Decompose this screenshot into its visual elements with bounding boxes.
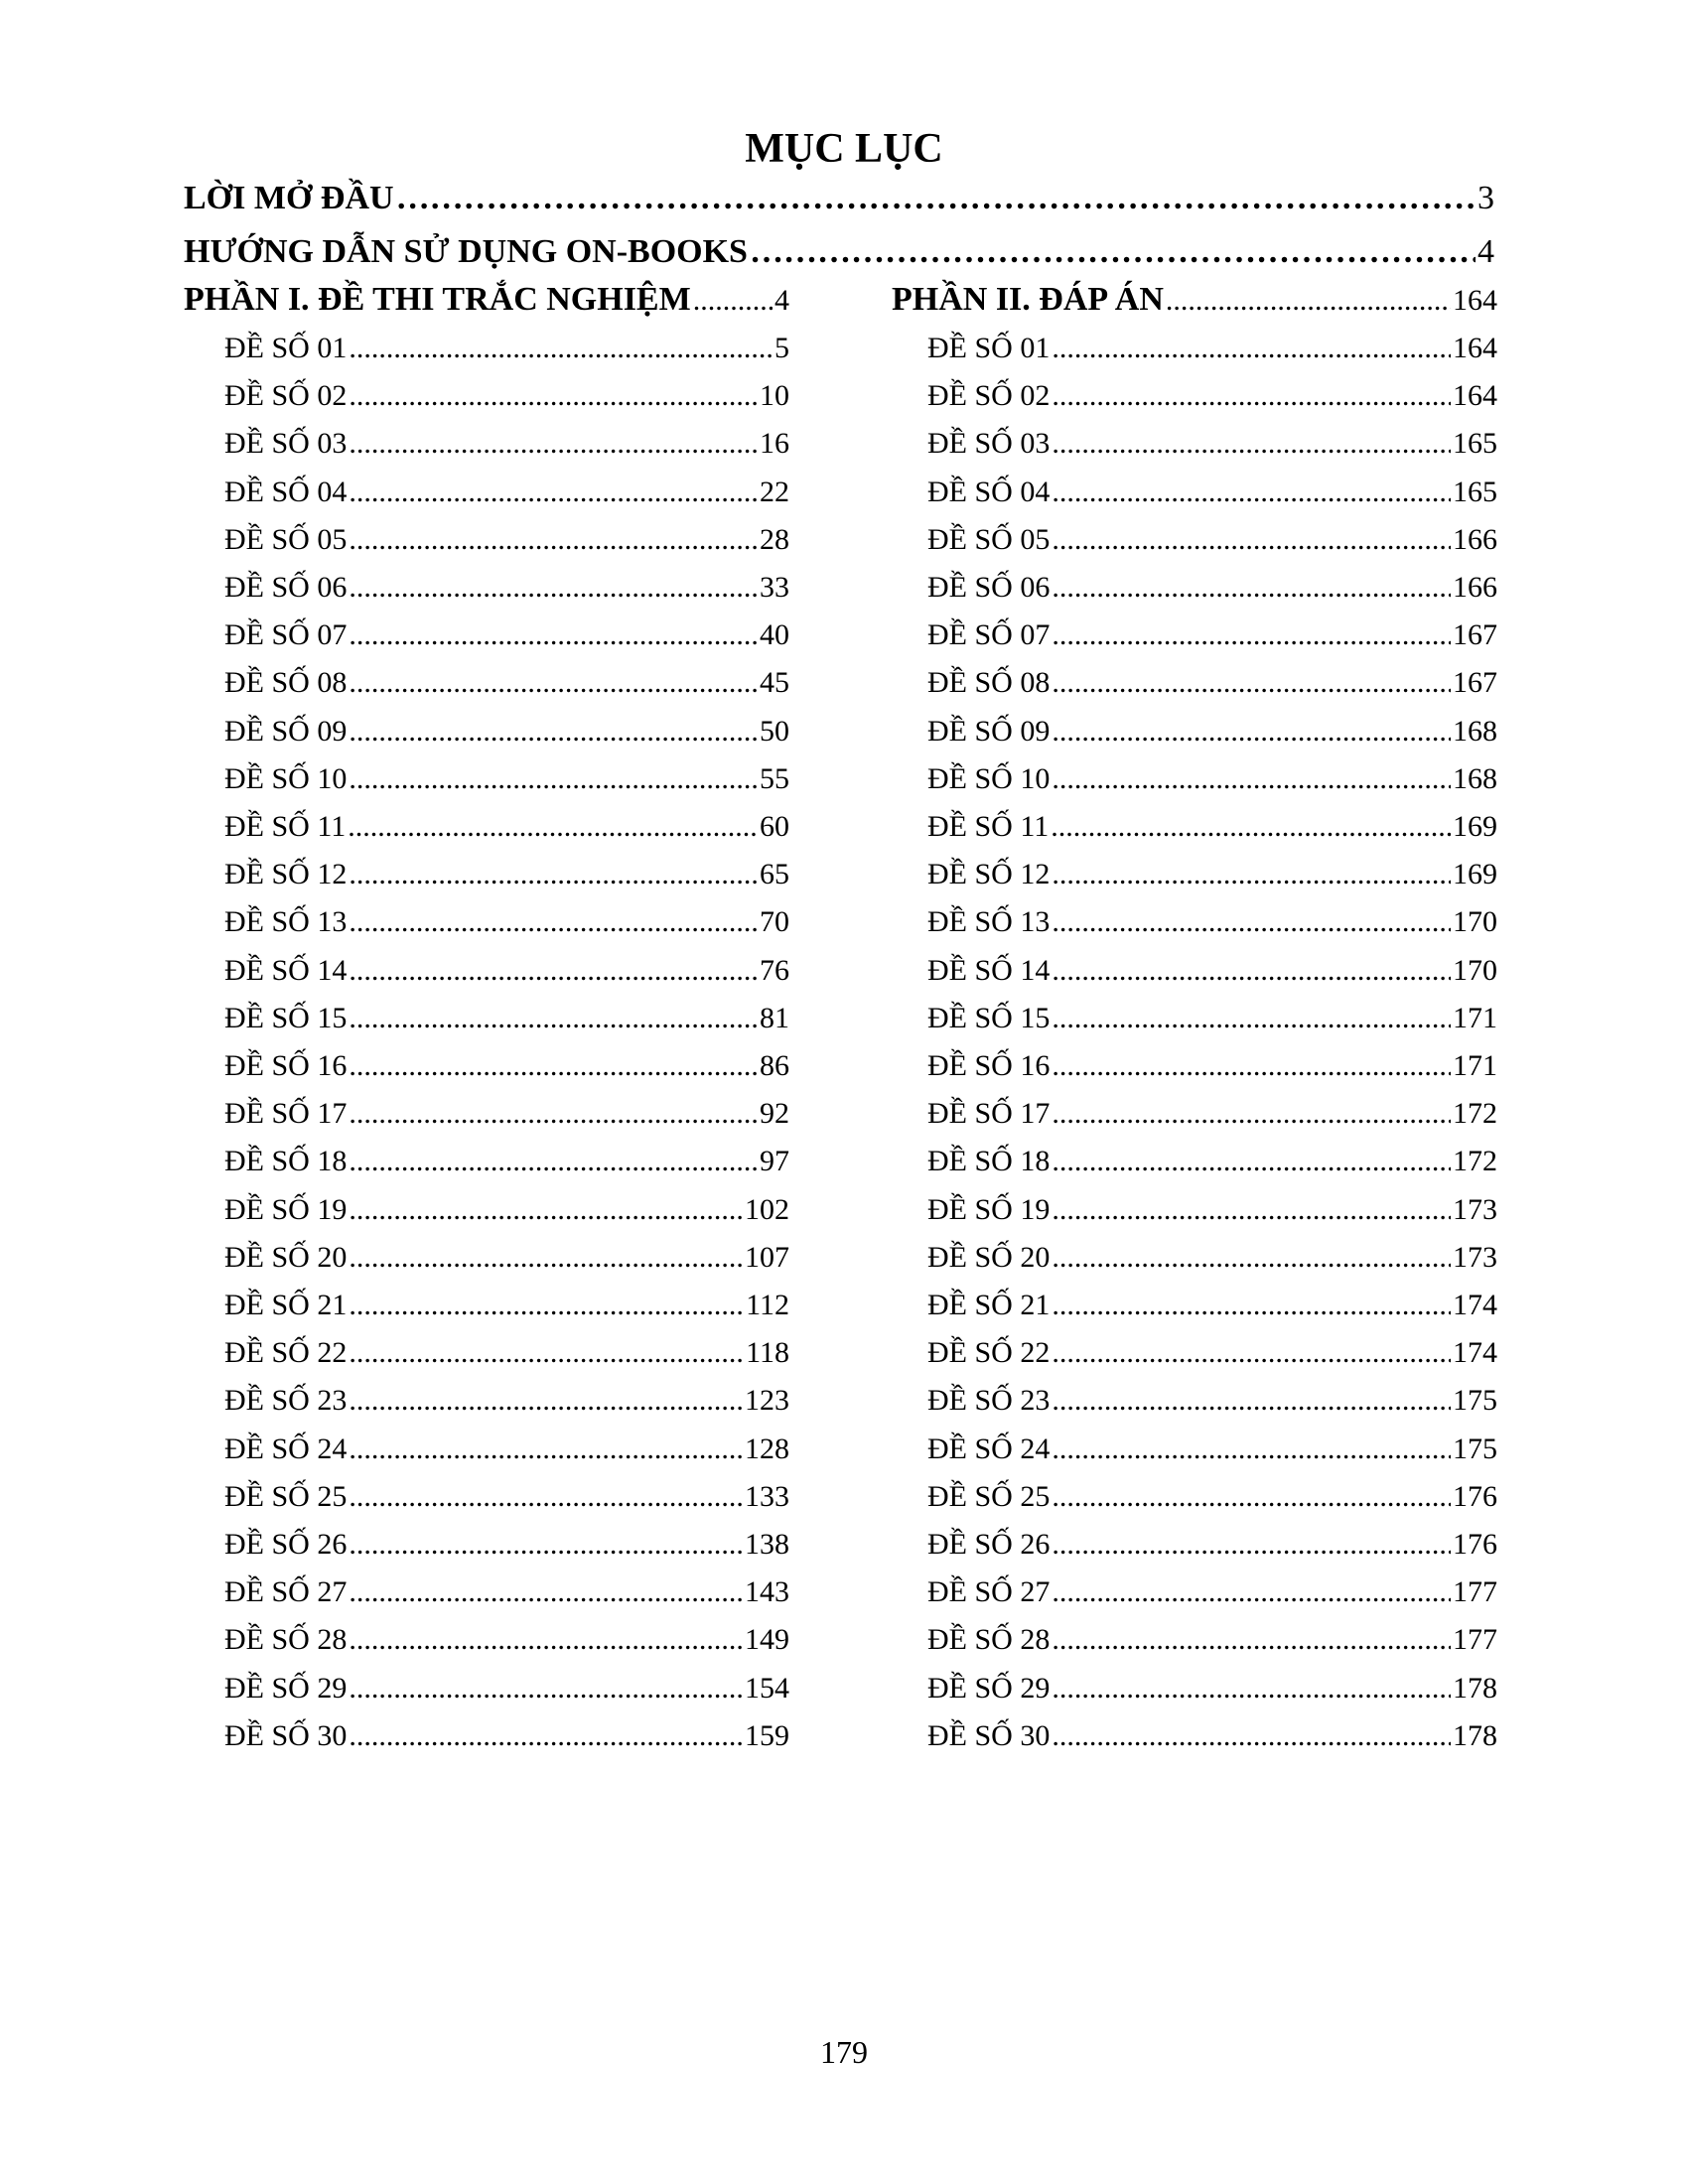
toc-entry-label: ĐỀ SỐ 01 xyxy=(927,332,1051,364)
toc-entry-page: 178 xyxy=(1453,1671,1497,1705)
dot-leader xyxy=(1052,755,1451,803)
toc-entry[interactable] xyxy=(224,898,789,946)
toc-entry-page: 92 xyxy=(760,1097,789,1131)
toc-entry[interactable] xyxy=(927,1329,1497,1377)
toc-entry[interactable] xyxy=(224,1426,789,1473)
toc-entry-label: ĐỀ SỐ 08 xyxy=(927,666,1051,700)
toc-entry-label: ĐỀ SỐ 09 xyxy=(927,714,1051,748)
dot-leader xyxy=(1052,469,1451,516)
toc-entry[interactable] xyxy=(224,1377,789,1425)
toc-entry[interactable] xyxy=(927,1234,1497,1282)
toc-entry-page: 174 xyxy=(1453,1289,1497,1321)
toc-entry-label: ĐỀ SỐ 28 xyxy=(927,1623,1051,1657)
toc-entry-label: ĐỀ SỐ 22 xyxy=(927,1336,1051,1370)
dot-leader xyxy=(1052,1473,1451,1521)
toc-entry[interactable] xyxy=(927,1521,1497,1569)
toc-entry[interactable] xyxy=(927,325,1497,372)
dot-leader xyxy=(349,1569,743,1616)
dot-leader xyxy=(349,564,758,612)
dot-leader xyxy=(349,995,758,1042)
toc-entry[interactable] xyxy=(927,659,1497,707)
dot-leader xyxy=(349,372,758,420)
dot-leader xyxy=(1052,612,1451,659)
toc-entry[interactable] xyxy=(927,708,1497,755)
toc-entry[interactable] xyxy=(927,372,1497,420)
dot-leader xyxy=(349,1186,743,1234)
toc-entry-page: 22 xyxy=(760,475,789,508)
toc-entry-label: ĐỀ SỐ 16 xyxy=(224,1049,348,1082)
toc-entry-label: ĐỀ SỐ 30 xyxy=(224,1718,348,1752)
toc-entry[interactable] xyxy=(224,1138,789,1185)
toc-entry[interactable] xyxy=(224,1473,789,1521)
toc-entry-label: ĐỀ SỐ 15 xyxy=(927,1001,1051,1034)
toc-entry-page: 149 xyxy=(745,1623,789,1657)
toc-entry-label: ĐỀ SỐ 03 xyxy=(927,427,1051,461)
toc-entry-label: ĐỀ SỐ 08 xyxy=(224,666,348,700)
toc-entry[interactable] xyxy=(927,1186,1497,1234)
dot-leader xyxy=(750,228,1476,276)
dot-leader xyxy=(693,277,773,324)
dot-leader xyxy=(349,469,758,516)
toc-entry-page: 178 xyxy=(1453,1718,1497,1752)
toc-entry-label: ĐỀ SỐ 15 xyxy=(224,1001,348,1034)
toc-entry-label: ĐỀ SỐ 07 xyxy=(224,618,348,652)
toc-entry-label: ĐỀ SỐ 04 xyxy=(927,475,1051,508)
toc-entry[interactable] xyxy=(927,1042,1497,1090)
dot-leader xyxy=(349,1090,758,1138)
toc-entry-page: 102 xyxy=(745,1192,789,1226)
toc-entry-page: 97 xyxy=(760,1145,789,1178)
toc-entry-page: 50 xyxy=(760,714,789,748)
toc-entry-page: 28 xyxy=(760,522,789,556)
toc-entry-label: LỜI MỞ ĐẦU xyxy=(184,180,394,216)
dot-leader xyxy=(349,1473,743,1521)
dot-leader xyxy=(1166,277,1451,324)
toc-entry-page: 16 xyxy=(760,427,789,461)
page-title: MỤC LỤC xyxy=(745,126,943,172)
toc-entry-page: 166 xyxy=(1453,571,1497,604)
toc-entry-label: ĐỀ SỐ 16 xyxy=(927,1049,1051,1082)
toc-entry[interactable] xyxy=(927,1282,1497,1329)
toc-entry-page: 55 xyxy=(760,761,789,795)
dot-leader xyxy=(1052,1042,1451,1090)
toc-entry-page: 172 xyxy=(1453,1145,1497,1178)
toc-entry-label: ĐỀ SỐ 19 xyxy=(927,1192,1051,1226)
toc-entry-page: 123 xyxy=(745,1384,789,1418)
toc-entry-label: ĐỀ SỐ 26 xyxy=(927,1528,1051,1561)
dot-leader xyxy=(1052,325,1451,372)
dot-leader xyxy=(1052,1712,1451,1760)
dot-leader xyxy=(349,947,758,995)
toc-entry-page: 177 xyxy=(1453,1575,1497,1609)
toc-entry[interactable] xyxy=(224,851,789,898)
toc-entry-page: 128 xyxy=(745,1432,789,1465)
toc-entry-label: ĐỀ SỐ 18 xyxy=(927,1145,1051,1178)
toc-entry-page: 81 xyxy=(760,1001,789,1034)
toc-entry-page: 159 xyxy=(745,1718,789,1752)
dot-leader xyxy=(1052,1329,1451,1377)
toc-entry[interactable] xyxy=(224,995,789,1042)
toc-entry-label: ĐỀ SỐ 03 xyxy=(224,427,348,461)
dot-leader xyxy=(349,612,758,659)
toc-entry-page: 165 xyxy=(1453,475,1497,508)
toc-entry-label: ĐỀ SỐ 24 xyxy=(927,1432,1051,1465)
dot-leader xyxy=(349,1377,743,1425)
toc-entry-page: 76 xyxy=(760,953,789,987)
toc-entry-page: 143 xyxy=(745,1575,789,1609)
toc-entry-label: ĐỀ SỐ 12 xyxy=(927,858,1051,891)
dot-leader xyxy=(349,420,758,468)
toc-entry[interactable] xyxy=(224,612,789,659)
toc-entry[interactable] xyxy=(927,564,1497,612)
toc-entry-page: 170 xyxy=(1453,905,1497,939)
toc-entry[interactable] xyxy=(224,420,789,468)
dot-leader xyxy=(349,1329,744,1377)
toc-entry[interactable] xyxy=(224,1521,789,1569)
toc-entry-label: ĐỀ SỐ 23 xyxy=(224,1384,348,1418)
dot-leader xyxy=(1052,372,1451,420)
toc-entry[interactable] xyxy=(927,420,1497,468)
toc-entry-label: ĐỀ SỐ 05 xyxy=(927,522,1051,556)
dot-leader xyxy=(1051,803,1451,851)
toc-entry-label: ĐỀ SỐ 06 xyxy=(927,571,1051,604)
toc-entry-label: ĐỀ SỐ 19 xyxy=(224,1192,348,1226)
toc-entry-page: 4 xyxy=(1477,233,1494,270)
dot-leader xyxy=(349,1138,758,1185)
toc-entry-label: ĐỀ SỐ 21 xyxy=(927,1289,1051,1321)
toc-entry[interactable] xyxy=(224,564,789,612)
toc-entry-page: 176 xyxy=(1453,1479,1497,1513)
toc-entry-label: ĐỀ SỐ 25 xyxy=(927,1479,1051,1513)
toc-entry-page: 65 xyxy=(760,858,789,891)
dot-leader xyxy=(1052,564,1451,612)
toc-entry-page: 168 xyxy=(1453,761,1497,795)
dot-leader xyxy=(1052,1521,1451,1569)
dot-leader xyxy=(1052,1377,1451,1425)
toc-entry-page: 107 xyxy=(745,1240,789,1274)
toc-entry[interactable] xyxy=(927,851,1497,898)
toc-entry[interactable] xyxy=(927,1426,1497,1473)
toc-entry[interactable] xyxy=(927,1616,1497,1664)
toc-entry[interactable] xyxy=(927,612,1497,659)
toc-entry-page: 167 xyxy=(1453,618,1497,652)
toc-entry[interactable] xyxy=(224,1090,789,1138)
toc-entry-page: 171 xyxy=(1453,1049,1497,1082)
dot-leader xyxy=(349,659,758,707)
toc-entry-page: 164 xyxy=(1453,379,1497,413)
dot-leader xyxy=(1052,1665,1451,1712)
toc-entry-label: ĐỀ SỐ 27 xyxy=(224,1575,348,1609)
toc-entry[interactable] xyxy=(224,1616,789,1664)
toc-entry-label: ĐỀ SỐ 07 xyxy=(927,618,1051,652)
dot-leader xyxy=(349,708,758,755)
toc-entry-label: ĐỀ SỐ 20 xyxy=(224,1240,348,1274)
toc-part-page: 164 xyxy=(1453,284,1497,317)
toc-entry-page: 169 xyxy=(1453,810,1497,843)
toc-entry-label: ĐỀ SỐ 06 xyxy=(224,571,348,604)
dot-leader xyxy=(1052,1616,1451,1664)
toc-entry[interactable] xyxy=(927,1712,1497,1760)
toc-entry-label: ĐỀ SỐ 11 xyxy=(224,810,347,843)
dot-leader xyxy=(1052,947,1451,995)
toc-entry-label: ĐỀ SỐ 09 xyxy=(224,714,348,748)
dot-leader xyxy=(1052,1234,1451,1282)
toc-entry-page: 173 xyxy=(1453,1240,1497,1274)
toc-entry[interactable] xyxy=(927,898,1497,946)
dot-leader xyxy=(1052,851,1451,898)
dot-leader xyxy=(349,1712,743,1760)
toc-entry-label: ĐỀ SỐ 04 xyxy=(224,475,348,508)
toc-entry[interactable] xyxy=(224,325,789,372)
toc-entry-intro[interactable] xyxy=(184,175,1494,222)
toc-entry[interactable] xyxy=(224,755,789,803)
toc-entry-label: ĐỀ SỐ 20 xyxy=(927,1240,1051,1274)
dot-leader xyxy=(349,1616,743,1664)
toc-entry-label: ĐỀ SỐ 01 xyxy=(224,332,348,364)
toc-entry-label: ĐỀ SỐ 24 xyxy=(224,1432,348,1465)
toc-entry-page: 174 xyxy=(1453,1336,1497,1370)
toc-entry-page: 3 xyxy=(1477,180,1494,216)
toc-entry-page: 60 xyxy=(760,810,789,843)
toc-entry-page: 70 xyxy=(760,905,789,939)
toc-entry[interactable] xyxy=(927,947,1497,995)
toc-entry[interactable] xyxy=(224,1042,789,1090)
toc-entry[interactable] xyxy=(224,947,789,995)
toc-entry[interactable] xyxy=(224,659,789,707)
toc-entry[interactable] xyxy=(927,1473,1497,1521)
dot-leader xyxy=(349,851,758,898)
toc-entry-label: ĐỀ SỐ 11 xyxy=(927,810,1050,843)
dot-leader xyxy=(349,1426,743,1473)
toc-entry-label: ĐỀ SỐ 17 xyxy=(224,1097,348,1131)
toc-entry-label: ĐỀ SỐ 17 xyxy=(927,1097,1051,1131)
toc-entry[interactable] xyxy=(224,1712,789,1760)
dot-leader xyxy=(349,898,758,946)
dot-leader xyxy=(349,1521,743,1569)
toc-entry-label: ĐỀ SỐ 13 xyxy=(927,905,1051,939)
toc-entry-label: ĐỀ SỐ 05 xyxy=(224,522,348,556)
toc-entry[interactable] xyxy=(224,1282,789,1329)
toc-entry-guide[interactable] xyxy=(184,228,1494,276)
toc-entry-label: ĐỀ SỐ 10 xyxy=(224,761,348,795)
toc-entry-label: ĐỀ SỐ 14 xyxy=(927,953,1051,987)
toc-entry-label: ĐỀ SỐ 26 xyxy=(224,1528,348,1561)
toc-entry-label: ĐỀ SỐ 25 xyxy=(224,1479,348,1513)
toc-entry[interactable] xyxy=(927,1665,1497,1712)
toc-entry-page: 86 xyxy=(760,1049,789,1082)
toc-entry[interactable] xyxy=(224,803,789,851)
toc-entry[interactable] xyxy=(927,1377,1497,1425)
toc-entry-page: 45 xyxy=(760,666,789,700)
toc-entry[interactable] xyxy=(224,469,789,516)
toc-entry-label: ĐỀ SỐ 10 xyxy=(927,761,1051,795)
toc-entry-page: 176 xyxy=(1453,1528,1497,1561)
toc-entry[interactable] xyxy=(927,1138,1497,1185)
dot-leader xyxy=(1052,995,1451,1042)
toc-part1-heading[interactable] xyxy=(184,276,789,324)
toc-entry-page: 10 xyxy=(760,379,789,413)
toc-entry-page: 168 xyxy=(1453,714,1497,748)
toc-entry-label: ĐỀ SỐ 18 xyxy=(224,1145,348,1178)
toc-entry-label: ĐỀ SỐ 30 xyxy=(927,1718,1051,1752)
dot-leader xyxy=(1052,1090,1451,1138)
toc-entry-page: 40 xyxy=(760,618,789,652)
dot-leader xyxy=(349,1282,744,1329)
dot-leader xyxy=(349,755,758,803)
toc-entry[interactable] xyxy=(927,1090,1497,1138)
dot-leader xyxy=(1052,420,1451,468)
dot-leader xyxy=(349,1665,743,1712)
toc-entry-page: 166 xyxy=(1453,522,1497,556)
toc-entry[interactable] xyxy=(927,995,1497,1042)
toc-entry[interactable] xyxy=(927,469,1497,516)
dot-leader xyxy=(349,516,758,564)
toc-entry[interactable] xyxy=(224,1234,789,1282)
toc-entry-page: 33 xyxy=(760,571,789,604)
toc-part-label: PHẦN II. ĐÁP ÁN xyxy=(892,281,1164,318)
toc-entry-label: ĐỀ SỐ 22 xyxy=(224,1336,348,1370)
toc-entry[interactable] xyxy=(224,708,789,755)
dot-leader xyxy=(1052,516,1451,564)
dot-leader xyxy=(396,175,1476,222)
toc-entry[interactable] xyxy=(224,1569,789,1616)
dot-leader xyxy=(1052,1426,1451,1473)
toc-entry-page: 172 xyxy=(1453,1097,1497,1131)
toc-entry[interactable] xyxy=(224,1329,789,1377)
toc-entry-page: 133 xyxy=(745,1479,789,1513)
dot-leader xyxy=(349,325,773,372)
toc-entry-label: ĐỀ SỐ 27 xyxy=(927,1575,1051,1609)
toc-entry-label: ĐỀ SỐ 23 xyxy=(927,1384,1051,1418)
dot-leader xyxy=(1052,1186,1451,1234)
toc-entry[interactable] xyxy=(927,803,1497,851)
toc-entry-label: ĐỀ SỐ 13 xyxy=(224,905,348,939)
toc-part2-heading[interactable] xyxy=(892,276,1497,324)
toc-entry-page: 170 xyxy=(1453,953,1497,987)
toc-entry[interactable] xyxy=(224,1665,789,1712)
toc-entry-page: 173 xyxy=(1453,1192,1497,1226)
toc-part-page: 4 xyxy=(774,284,789,317)
dot-leader xyxy=(1052,659,1451,707)
dot-leader xyxy=(1052,898,1451,946)
toc-entry[interactable] xyxy=(927,755,1497,803)
toc-entry-page: 154 xyxy=(745,1671,789,1705)
toc-entry-page: 118 xyxy=(746,1336,789,1370)
toc-entry-page: 167 xyxy=(1453,666,1497,700)
dot-leader xyxy=(348,803,758,851)
toc-entry[interactable] xyxy=(927,516,1497,564)
toc-entry-page: 5 xyxy=(774,332,789,364)
toc-entry[interactable] xyxy=(224,516,789,564)
dot-leader xyxy=(349,1042,758,1090)
dot-leader xyxy=(1052,1282,1451,1329)
toc-entry[interactable] xyxy=(927,1569,1497,1616)
dot-leader xyxy=(1052,708,1451,755)
page-number: 179 xyxy=(820,2034,868,2070)
toc-entry-label: ĐỀ SỐ 29 xyxy=(927,1671,1051,1705)
toc-entry-label: ĐỀ SỐ 12 xyxy=(224,858,348,891)
toc-entry-page: 175 xyxy=(1453,1384,1497,1418)
dot-leader xyxy=(349,1234,743,1282)
toc-entry-page: 165 xyxy=(1453,427,1497,461)
toc-entry-label: ĐỀ SỐ 21 xyxy=(224,1289,348,1321)
toc-entry[interactable] xyxy=(224,372,789,420)
toc-entry-page: 164 xyxy=(1453,332,1497,364)
toc-part-label: PHẦN I. ĐỀ THI TRẮC NGHIỆM xyxy=(184,281,691,318)
dot-leader xyxy=(1052,1569,1451,1616)
toc-entry-label: ĐỀ SỐ 29 xyxy=(224,1671,348,1705)
toc-entry-label: ĐỀ SỐ 02 xyxy=(224,379,348,413)
dot-leader xyxy=(1052,1138,1451,1185)
toc-entry-page: 171 xyxy=(1453,1001,1497,1034)
toc-entry-page: 175 xyxy=(1453,1432,1497,1465)
toc-entry-label: HƯỚNG DẪN SỬ DỤNG ON-BOOKS xyxy=(184,233,748,270)
toc-entry-page: 138 xyxy=(745,1528,789,1561)
toc-entry-page: 112 xyxy=(746,1289,789,1321)
toc-entry-label: ĐỀ SỐ 28 xyxy=(224,1623,348,1657)
toc-entry-page: 177 xyxy=(1453,1623,1497,1657)
toc-entry-label: ĐỀ SỐ 14 xyxy=(224,953,348,987)
toc-entry-label: ĐỀ SỐ 02 xyxy=(927,379,1051,413)
toc-entry-page: 169 xyxy=(1453,858,1497,891)
toc-entry[interactable] xyxy=(224,1186,789,1234)
